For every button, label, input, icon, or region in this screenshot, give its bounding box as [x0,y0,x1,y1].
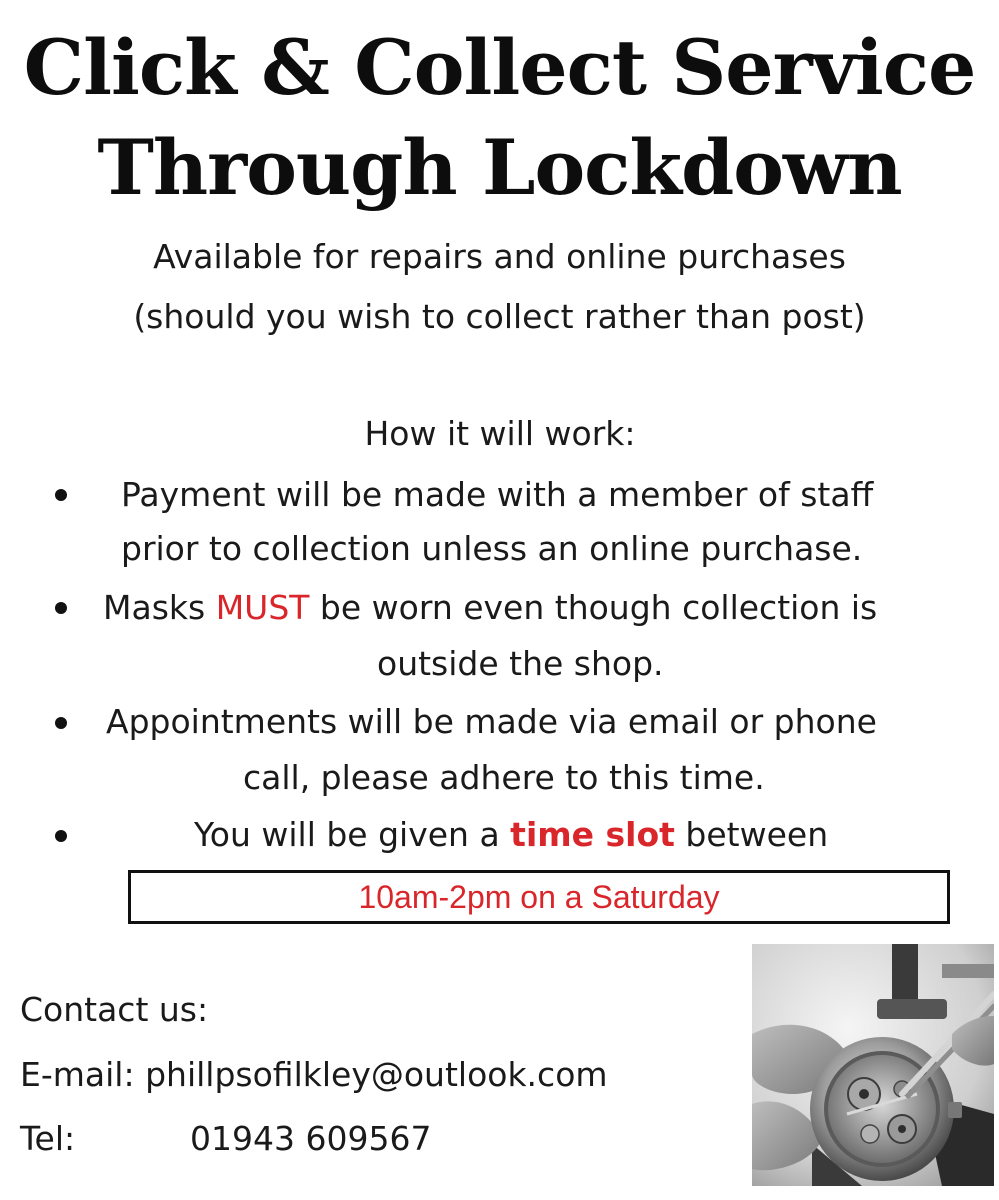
bullet-icon [55,602,67,614]
watch-repair-photo-svg [752,944,994,1186]
bullet-2-emphasis: MUST [215,588,310,627]
tel-label: Tel: [20,1119,76,1158]
page-title-line-1: Click & Collect Service [23,23,976,112]
timeslot-text: 10am-2pm on a Saturday [358,879,720,915]
bullet-1-line-2: prior to collection unless an online purchase. [121,529,863,568]
contact-heading: Contact us: [20,990,209,1029]
how-it-works-heading: How it will work: [364,414,636,453]
email-label: E-mail: [20,1055,135,1094]
contact-tel-row [20,1119,520,1158]
bullet-2-line-1 [103,588,878,627]
page-title-line-2: Through Lockdown [97,123,902,212]
subtitle-line-2: (should you wish to collect rather than post) [133,297,866,336]
email-link[interactable]: phillpsofilkley@outlook.com [145,1055,608,1094]
bullet-4-suffix: between [674,815,829,854]
bullet-2-prefix: Masks [103,588,216,627]
bullet-3-line-2: call, please adhere to this time. [243,758,765,797]
subtitle-line-1: Available for repairs and online purchases [153,237,846,276]
bullet-2-line-2: outside the shop. [377,644,664,683]
bullet-3-line-1: Appointments will be made via email or phone [106,702,877,741]
bullet-icon [55,830,67,842]
watch-repair-photo [752,944,994,1186]
contact-email-row [20,1055,608,1094]
bullet-4-line-1 [194,815,829,854]
bullet-4-prefix: You will be given a [194,815,511,854]
bullet-icon [55,717,67,729]
tel-number[interactable]: 01943 609567 [190,1119,432,1158]
timeslot-box [128,870,950,924]
bullet-2-suffix: be worn even though collection is [309,588,878,627]
bullet-icon [55,489,67,501]
bullet-1-line-1: Payment will be made with a member of staff [121,475,874,514]
bullet-4-emphasis: time slot [510,815,675,854]
